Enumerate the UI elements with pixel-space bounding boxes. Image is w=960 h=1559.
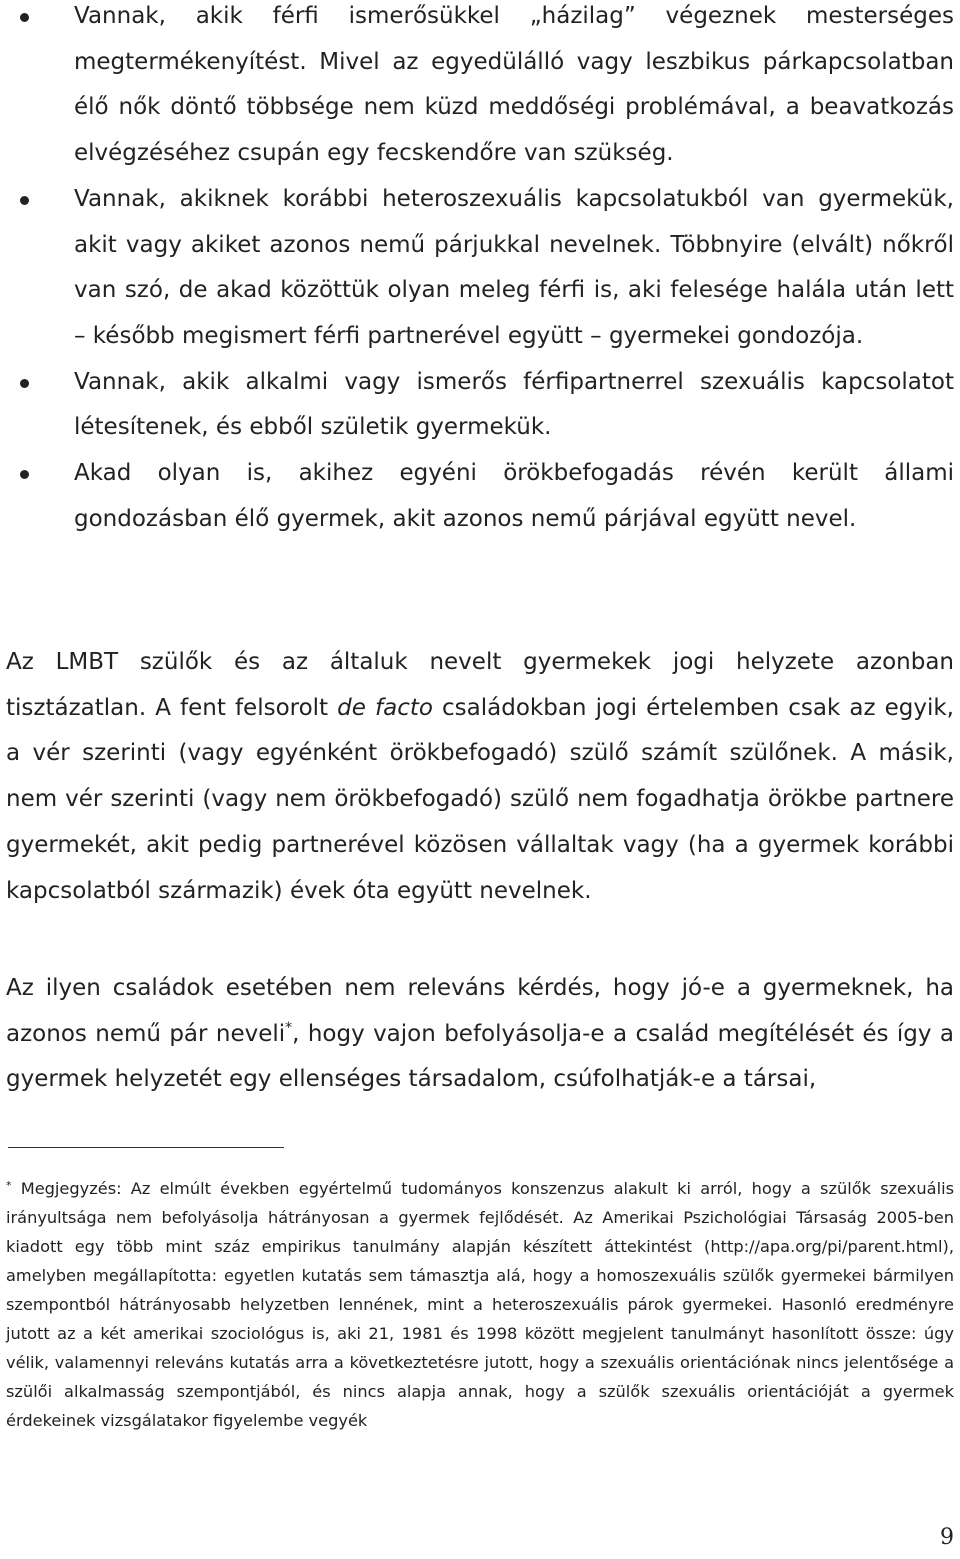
bullet-dot-icon xyxy=(20,470,29,479)
bullet-dot-icon xyxy=(20,196,29,205)
body-paragraph xyxy=(6,966,954,1103)
paragraph-text: Az ilyen családok esetében nem releváns kérdés, hogy jó-e a gyermeknek, ha azonos nemű pár neveli xyxy=(6,975,954,1047)
footnote-marker: * xyxy=(6,1179,12,1192)
bullet-list xyxy=(0,0,960,542)
list-item xyxy=(0,451,960,542)
bullet-dot-icon xyxy=(20,379,29,388)
footnote-text: Megjegyzés: Az elmúlt években egyértelmű tudományos konszenzus alakult ki arról, hogy a szülők szexuális irányultsága nem befolyásolja hátrányosan a gyermek fejlődését. Az Amerikai Pszichológiai Társaság 2005-ben kiadott egy több mint száz empirikus tanulmány alapján készített áttekintést (http://apa.org/pi/parent.html), amelyben megállapította: egyetlen kutatás sem támasztja alá, hogy a homoszexuális szülők gyermekei bármilyen szempontból hátrányosabb helyzetben lennének, mint a heteroszexuális párok gyermekei. Hasonló eredményre jutott az a két amerikai szociológus is, aki 21, 1981 és 1998 között megjelent tanulmányt hasonlított össze: úgy vélik, valamennyi releváns kutatás arra a következtetésre jutott, hogy a szexuális orientációnak nincs jelentősége a szülői alkalmasság szempontjából, és nincs alapja annak, hogy a szülők szexuális orientációját a gyermek érdekeinek vizsgálatakor figyelembe vegyék xyxy=(6,1179,954,1430)
list-item-text: Vannak, akik alkalmi vagy ismerős férfipartnerrel szexuális kapcsolatot létesítenek, és ebből születik gyermekük. xyxy=(74,368,954,441)
italic-term: de facto xyxy=(337,694,433,721)
body-paragraph xyxy=(6,640,954,914)
footnote-reference[interactable]: * xyxy=(285,1019,293,1036)
footnote xyxy=(6,1171,954,1435)
paragraph-text: , hogy vajon befolyásolja-e a család megítélését és így a gyermek helyzetét egy ellenséges társadalom, csúfolhatják-e a társai, xyxy=(6,1020,954,1093)
page-number: 9 xyxy=(940,1525,954,1550)
list-item xyxy=(0,177,960,360)
bullet-dot-icon xyxy=(20,13,29,22)
list-item xyxy=(0,0,960,177)
list-item xyxy=(0,360,960,451)
paragraph-text: családokban jogi értelemben csak az egyik, a vér szerinti (vagy egyénként örökbefogadó) szülő számít szülőnek. A másik, nem vér szerinti (vagy nem örökbefogadó) szülő nem fogadhatja örökbe partnere gyermekét, akit pedig partnerével közösen vállaltak vagy (ha a gyermek korábbi kapcsolatból származik) évek óta együtt nevelnek. xyxy=(6,694,954,904)
list-item-text: Akad olyan is, akihez egyéni örökbefogadás révén került állami gondozásban élő gyermek, akit azonos nemű párjával együtt nevel. xyxy=(74,460,954,532)
list-item-text: Vannak, akik férfi ismerősükkel „házilag” végeznek mesterséges megtermékenyítést. Mivel az egyedülálló vagy leszbikus párkapcsolatban élő nők döntő többsége nem küzd meddőségi problémával, a beavatkozás elvégzéséhez csupán egy fecskendőre van szükség. xyxy=(74,3,954,167)
footnote-divider xyxy=(8,1147,284,1148)
paragraph-text: Az LMBT szülők és az általuk nevelt gyermekek jogi helyzete azonban tisztázatlan. A fent felsorolt xyxy=(6,649,954,721)
list-item-text: Vannak, akiknek korábbi heteroszexuális kapcsolatukból van gyermekük, akit vagy akiket azonos nemű párjukkal nevelnek. Többnyire (elvált) nőkről van szó, de akad közöttük olyan meleg férfi is, aki felesége halála után lett – később megismert férfi partnerével együtt – gyermekei gondozója. xyxy=(74,185,954,349)
